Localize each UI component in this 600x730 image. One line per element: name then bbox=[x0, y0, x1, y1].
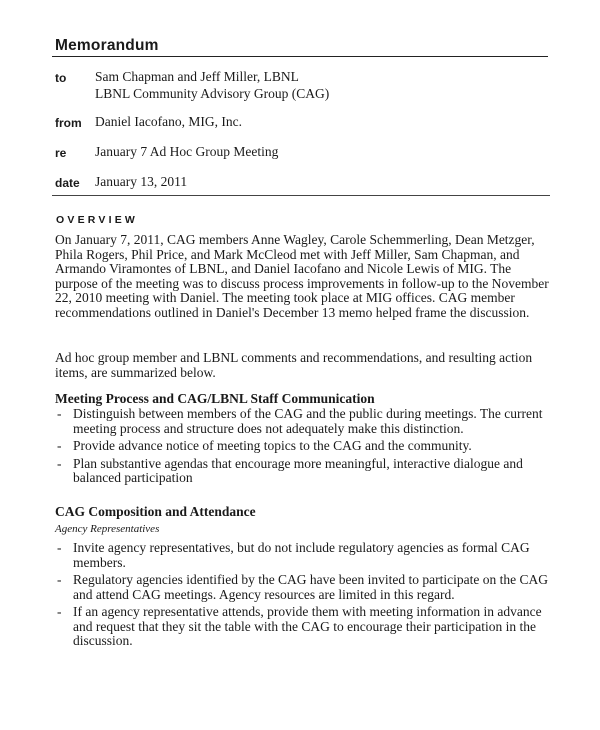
bullet-dash: - bbox=[57, 406, 62, 421]
list-item: - Distinguish between members of the CAG and the public during meetings. The current meeting process and structure does not adequately make this distinction. bbox=[57, 406, 543, 436]
to-line-2: LBNL Community Advisory Group (CAG) bbox=[95, 86, 330, 101]
to-line-1: Sam Chapman and Jeff Miller, LBNL bbox=[95, 69, 299, 84]
re-label: re bbox=[55, 146, 67, 160]
from-label: from bbox=[55, 116, 82, 130]
date-value: January 13, 2011 bbox=[95, 174, 188, 189]
cag-composition-list bbox=[55, 541, 555, 652]
from-value: Daniel Iacofano, MIG, Inc. bbox=[95, 114, 242, 129]
meeting-process-list bbox=[55, 407, 555, 489]
overview-paragraph-2: Ad hoc group member and LBNL comments and recommendations, and resulting action items, are summarized below. bbox=[55, 350, 533, 380]
bullet-dash: - bbox=[57, 540, 62, 555]
re-value: January 7 Ad Hoc Group Meeting bbox=[95, 144, 279, 159]
header-rule bbox=[52, 195, 550, 196]
section-heading-cag-composition: CAG Composition and Attendance bbox=[55, 504, 256, 519]
date-label: date bbox=[55, 176, 80, 190]
bullet-dash: - bbox=[57, 604, 62, 619]
bullet-dash: - bbox=[57, 572, 62, 587]
list-item: - If an agency representative attends, provide them with meeting information in advance and request that they sit the table with the CAG to encourage their participation in the discussion. bbox=[57, 604, 542, 648]
bullet-dash: - bbox=[57, 438, 62, 453]
subheading-agency-representatives: Agency Representatives bbox=[55, 523, 160, 535]
list-item: - Plan substantive agendas that encourage more meaningful, interactive dialogue and balanced participation bbox=[57, 455, 523, 485]
overview-heading: OVERVIEW bbox=[56, 214, 139, 226]
overview-paragraph-1: On January 7, 2011, CAG members Anne Wagley, Carole Schemmerling, Dean Metzger, Phila Rogers, Phil Price, and Mark McCleod met with Jeff Miller, Sam Chapman, and Armando Viramontes of LBNL, and Daniel Iacofano and Nicole Lewis of MIG. The purpose of the meeting was to discuss process improvements in follow-up to the November 22, 2010 meeting with Daniel. The meeting took place at MIG offices. CAG member recommendations outlined in Daniel's December 13 memo helped frame the discussion. bbox=[55, 232, 549, 320]
memo-title: Memorandum bbox=[55, 37, 159, 54]
title-rule bbox=[52, 56, 548, 57]
list-item: - Provide advance notice of meeting topics to the CAG and the community. bbox=[57, 438, 472, 453]
to-label: to bbox=[55, 71, 67, 85]
list-item: - Invite agency representatives, but do not include regulatory agencies as formal CAG members. bbox=[57, 540, 530, 570]
section-heading-meeting-process: Meeting Process and CAG/LBNL Staff Communication bbox=[55, 391, 375, 406]
bullet-dash: - bbox=[57, 455, 62, 471]
list-item: - Regulatory agencies identified by the CAG have been invited to participate on the CAG and attend CAG meetings. Agency resources are limited in this regard. bbox=[57, 572, 548, 602]
